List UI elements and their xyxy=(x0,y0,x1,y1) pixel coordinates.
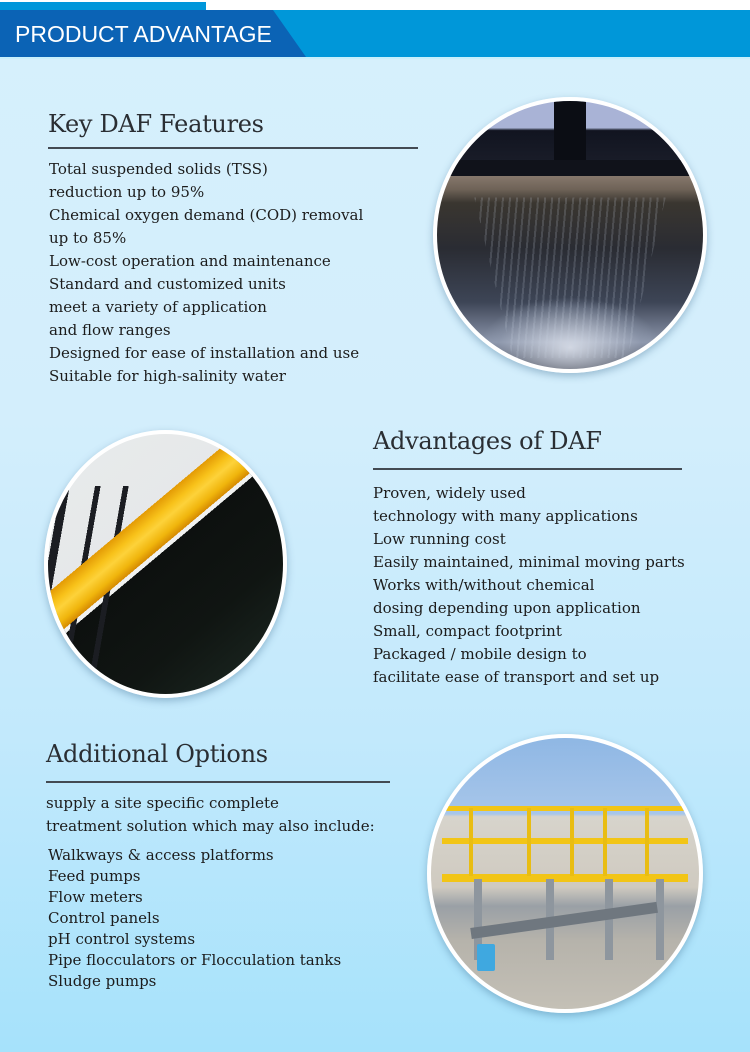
photo-water-fall xyxy=(474,197,666,358)
features-line: reduction up to 95% xyxy=(49,183,205,201)
features-line: Low-cost operation and maintenance xyxy=(49,252,331,270)
advantages-line: dosing depending upon application xyxy=(373,599,641,617)
daf-weir-photo xyxy=(433,97,707,373)
features-divider xyxy=(48,147,418,149)
photo-rail-post xyxy=(570,808,574,876)
options-item: pH control systems xyxy=(48,930,196,948)
banner-underline xyxy=(0,57,750,59)
features-line: Chemical oxygen demand (COD) removal xyxy=(49,206,364,224)
options-item: Pipe flocculators or Flocculation tanks xyxy=(48,951,342,969)
features-list xyxy=(49,158,363,388)
features-line: Total suspended solids (TSS) xyxy=(49,160,268,178)
advantages-line: Small, compact footprint xyxy=(373,622,562,640)
photo-blue-container xyxy=(477,944,496,971)
options-item: Walkways & access platforms xyxy=(48,846,274,864)
photo-beam-silhouette xyxy=(450,160,689,176)
daf-plant-photo xyxy=(427,734,703,1013)
options-item: Sludge pumps xyxy=(48,972,157,990)
banner-title: PRODUCT ADVANTAGE xyxy=(15,21,272,47)
photo-rail-post xyxy=(645,808,649,876)
photo-railing-mid xyxy=(442,838,689,843)
options-divider xyxy=(46,781,390,783)
photo-support-leg xyxy=(656,879,664,960)
features-line: Designed for ease of installation and use xyxy=(49,344,360,362)
advantages-line: Packaged / mobile design to xyxy=(373,645,587,663)
features-line: meet a variety of application xyxy=(49,298,267,316)
features-heading: Key DAF Features xyxy=(48,110,264,138)
options-intro-line: supply a site specific complete xyxy=(46,794,279,812)
yellow-pipe-photo xyxy=(44,430,287,698)
advantages-line: Works with/without chemical xyxy=(373,576,595,594)
advantages-divider xyxy=(373,468,682,470)
advantages-line: facilitate ease of transport and set up xyxy=(373,668,660,686)
options-heading: Additional Options xyxy=(46,740,268,768)
advantages-line: Proven, widely used xyxy=(373,484,526,502)
photo-pipe xyxy=(470,902,657,939)
banner-accent-stripe xyxy=(0,2,206,11)
advantages-list xyxy=(373,482,685,689)
features-line: Suitable for high-salinity water xyxy=(49,367,286,385)
advantages-heading: Advantages of DAF xyxy=(373,427,602,455)
features-line: up to 85% xyxy=(49,229,127,247)
advantages-line: Easily maintained, minimal moving parts xyxy=(373,553,685,571)
advantages-line: Low running cost xyxy=(373,530,506,548)
options-intro-line: treatment solution which may also include: xyxy=(46,817,375,835)
features-line: Standard and customized units xyxy=(49,275,286,293)
photo-rail-post xyxy=(469,808,473,876)
photo-yellow-pipe xyxy=(44,434,287,694)
options-item: Flow meters xyxy=(48,888,143,906)
options-item: Feed pumps xyxy=(48,867,141,885)
photo-rail-post xyxy=(603,808,607,876)
advantages-line: technology with many applications xyxy=(373,507,638,525)
photo-railing-top xyxy=(442,806,689,811)
features-line: and flow ranges xyxy=(49,321,171,339)
options-list xyxy=(48,845,341,992)
photo-rail-post xyxy=(527,808,531,876)
options-item: Control panels xyxy=(48,909,160,927)
options-intro xyxy=(46,792,375,838)
